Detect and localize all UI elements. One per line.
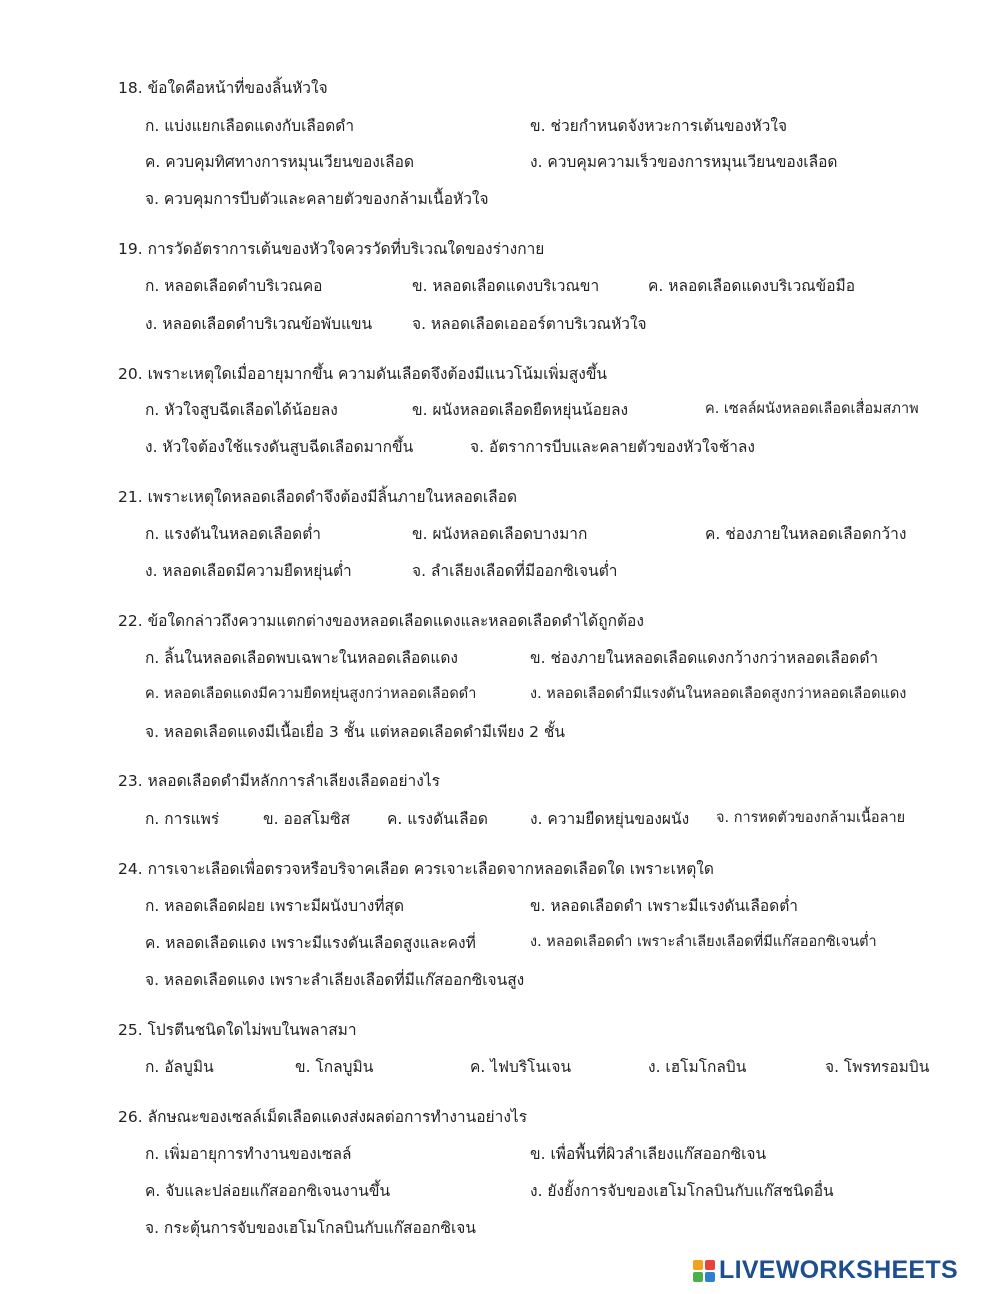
question-stem: 22. ข้อใดกล่าวถึงความแตกต่างของหลอดเลือดแดงและหลอดเลือดดำได้ถูกต้อง [118,612,644,630]
option-e: จ. หลอดเลือดแดง เพราะลำเลียงเลือดที่มีแก๊สออกซิเจนสูง [145,971,525,989]
option-b: ข. หลอดเลือดดำ เพราะมีแรงดันเลือดต่ำ [530,897,798,915]
option-c: ค. ควบคุมทิศทางการหมุนเวียนของเลือด [145,153,415,171]
option-b: ข. ช่วยกำหนดจังหวะการเต้นของหัวใจ [530,117,788,135]
option-a: ก. หลอดเลือดดำบริเวณคอ [145,277,323,295]
option-c: ค. ช่องภายในหลอดเลือดกว้าง [705,525,907,543]
option-d: ง. หลอดเลือดดำบริเวณข้อพับแขน [145,315,373,333]
question-stem: 24. การเจาะเลือดเพื่อตรวจหรือบริจาคเลือด ควรเจาะเลือดจากหลอดเลือดใด เพราะเหตุใด [118,860,714,878]
option-e: จ. หลอดเลือดแดงมีเนื้อเยื่อ 3 ชั้น แต่หลอดเลือดดำมีเพียง 2 ชั้น [145,723,565,741]
option-e: จ. หลอดเลือดเอออร์ตาบริเวณหัวใจ [412,315,647,333]
question-stem: 20. เพราะเหตุใดเมื่ออายุมากขึ้น ความดันเลือดจึงต้องมีแนวโน้มเพิ่มสูงขึ้น [118,365,608,383]
option-e: จ. ควบคุมการบีบตัวและคลายตัวของกล้ามเนื้อหัวใจ [145,190,489,208]
liveworksheets-logo[interactable] [693,1256,958,1285]
option-d: ง. หลอดเลือดดำ เพราะลำเลียงเลือดที่มีแก๊สออกซิเจนต่ำ [530,934,877,950]
option-d: ง. ยังยั้งการจับของเฮโมโกลบินกับแก๊สชนิดอื่น [530,1182,834,1200]
option-b: ข. ออสโมซิส [263,810,351,828]
logo-grid-icon [693,1260,715,1282]
option-e: จ. กระตุ้นการจับของเฮโมโกลบินกับแก๊สออกซิเจน [145,1219,476,1237]
question-stem: 21. เพราะเหตุใดหลอดเลือดดำจึงต้องมีลิ้นภายในหลอดเลือด [118,488,518,506]
option-b: ข. ช่องภายในหลอดเลือดแดงกว้างกว่าหลอดเลือดดำ [530,649,879,667]
question-stem: 18. ข้อใดคือหน้าที่ของลิ้นหัวใจ [118,79,328,97]
option-a: ก. อัลบูมิน [145,1058,214,1076]
option-e: จ. อัตราการบีบและคลายตัวของหัวใจช้าลง [470,438,756,456]
option-e: จ. ลำเลียงเลือดที่มีออกซิเจนต่ำ [412,562,618,580]
question-stem: 19. การวัดอัตราการเต้นของหัวใจควรวัดที่บริเวณใดของร่างกาย [118,240,545,258]
logo-tile [705,1260,715,1270]
option-a: ก. การแพร่ [145,810,220,828]
question-stem: 26. ลักษณะของเซลล์เม็ดเลือดแดงส่งผลต่อการทำงานอย่างไร [118,1108,528,1126]
option-b: ข. ผนังหลอดเลือดบางมาก [412,525,588,543]
option-c: ค. หลอดเลือดแดง เพราะมีแรงดันเลือดสูงและคงที่ [145,934,476,952]
option-c: ค. หลอดเลือดแดงมีความยืดหยุ่นสูงกว่าหลอดเลือดดำ [145,686,477,702]
option-b: ข. ผนังหลอดเลือดยืดหยุ่นน้อยลง [412,401,629,419]
logo-tile [693,1260,703,1270]
option-b: ข. เพื่อพื้นที่ผิวลำเลียงแก๊สออกซิเจน [530,1145,767,1163]
question-stem: 25. โปรตีนชนิดใดไม่พบในพลาสมา [118,1021,357,1039]
option-d: ง. ความยืดหยุ่นของผนัง [530,810,690,828]
logo-text: LIVEWORKSHEETS [719,1256,958,1284]
option-a: ก. หลอดเลือดฝอย เพราะมีผนังบางที่สุด [145,897,405,915]
option-c: ค. เซลล์ผนังหลอดเลือดเสื่อมสภาพ [705,401,919,417]
option-e: จ. การหดตัวของกล้ามเนื้อลาย [716,810,906,826]
option-c: ค. หลอดเลือดแดงบริเวณข้อมือ [648,277,856,295]
option-c: ค. จับและปล่อยแก๊สออกซิเจนงานขึ้น [145,1182,391,1200]
option-c: ค. แรงดันเลือด [387,810,488,828]
option-e: จ. โพรทรอมบิน [825,1058,930,1076]
option-b: ข. หลอดเลือดแดงบริเวณขา [412,277,600,295]
option-c: ค. ไฟบริโนเจน [470,1058,572,1076]
logo-tile [705,1272,715,1282]
option-d: ง. ควบคุมความเร็วของการหมุนเวียนของเลือด [530,153,838,171]
option-d: ง. หลอดเลือดดำมีแรงดันในหลอดเลือดสูงกว่าหลอดเลือดแดง [530,686,907,702]
option-b: ข. โกลบูมิน [295,1058,374,1076]
question-stem: 23. หลอดเลือดดำมีหลักการลำเลียงเลือดอย่างไร [118,772,440,790]
option-a: ก. หัวใจสูบฉีดเลือดได้น้อยลง [145,401,338,419]
option-d: ง. หลอดเลือดมีความยืดหยุ่นต่ำ [145,562,352,580]
logo-tile [693,1272,703,1282]
option-a: ก. เพิ่มอายุการทำงานของเซลล์ [145,1145,352,1163]
option-a: ก. ลิ้นในหลอดเลือดพบเฉพาะในหลอดเลือดแดง [145,649,458,667]
option-a: ก. แบ่งแยกเลือดแดงกับเลือดดำ [145,117,355,135]
option-d: ง. เฮโมโกลบิน [648,1058,747,1076]
option-a: ก. แรงดันในหลอดเลือดต่ำ [145,525,321,543]
option-d: ง. หัวใจต้องใช้แรงดันสูบฉีดเลือดมากขึ้น [145,438,414,456]
